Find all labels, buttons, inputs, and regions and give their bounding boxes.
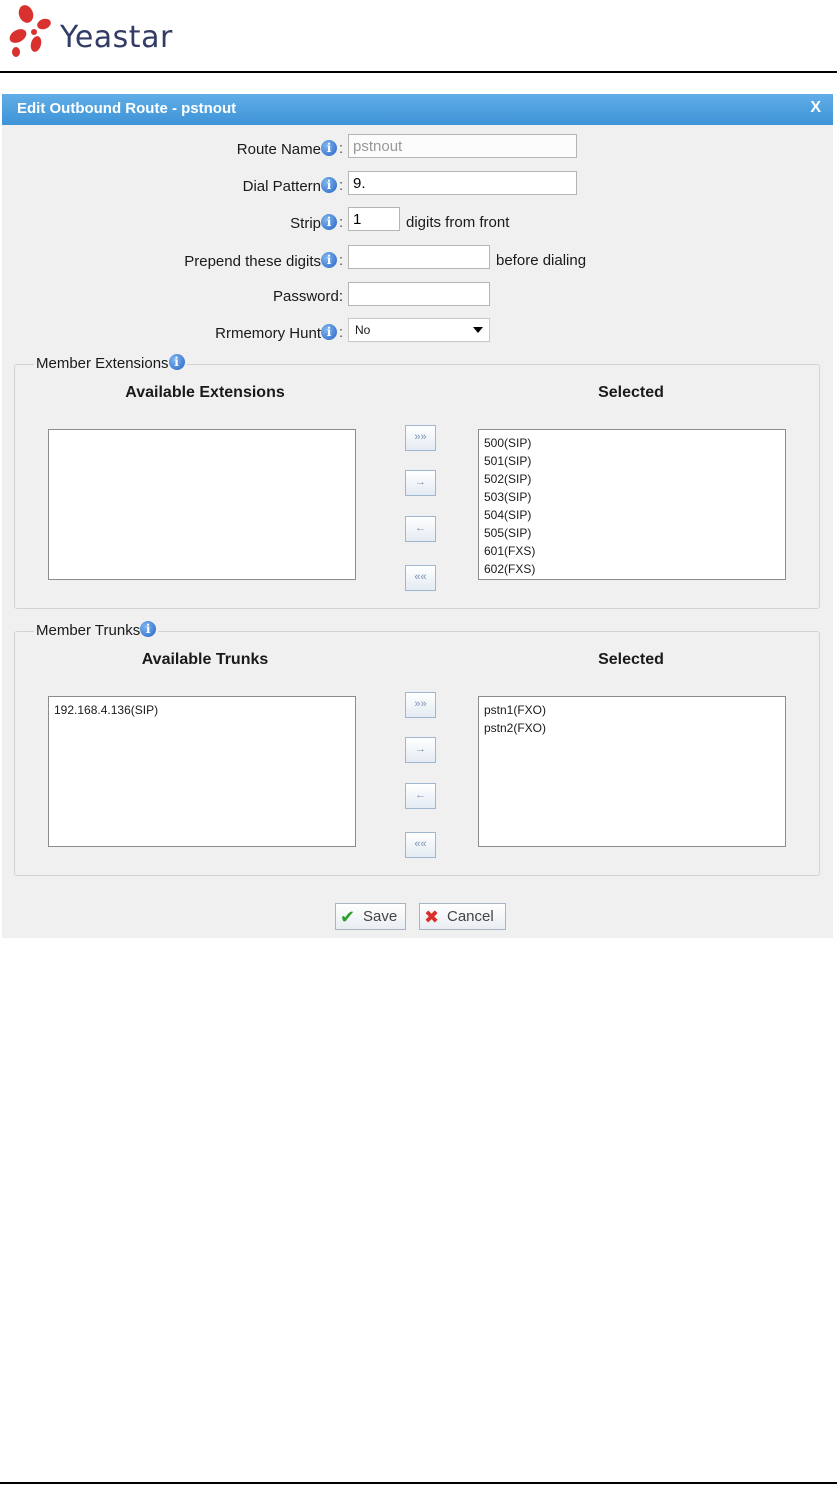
dialog-titlebar bbox=[2, 94, 833, 125]
dial-pattern-input[interactable] bbox=[348, 171, 577, 195]
add-extension-button[interactable]: → bbox=[405, 470, 436, 496]
route-name-label: Route Name i bbox=[237, 140, 337, 158]
remove-all-extensions-button[interactable]: «« bbox=[405, 565, 436, 591]
prepend-label: Prepend these digits i bbox=[184, 252, 337, 270]
edit-outbound-route-dialog bbox=[2, 94, 833, 938]
prepend-input[interactable] bbox=[348, 245, 490, 269]
rrmemory-hunt-label: Rrmemory Hunt i bbox=[215, 324, 337, 342]
list-item[interactable]: 502(SIP) bbox=[484, 472, 532, 486]
colon: : bbox=[339, 214, 344, 231]
dialog-title: Edit Outbound Route - pstnout bbox=[17, 100, 237, 117]
chevron-down-icon bbox=[473, 327, 483, 333]
list-item[interactable]: 505(SIP) bbox=[484, 526, 532, 540]
colon: : bbox=[339, 140, 344, 157]
prepend-suffix: before dialing bbox=[496, 252, 587, 269]
header-divider bbox=[0, 71, 837, 73]
brand-name: Yeastar bbox=[60, 20, 173, 55]
info-icon[interactable]: i bbox=[140, 621, 156, 637]
available-extensions-list[interactable] bbox=[48, 429, 356, 580]
colon: : bbox=[339, 324, 344, 341]
list-item[interactable]: pstn1(FXO) bbox=[484, 703, 547, 717]
selected-extensions-list[interactable] bbox=[478, 429, 786, 580]
cancel-button[interactable] bbox=[419, 903, 506, 930]
list-item[interactable]: 501(SIP) bbox=[484, 454, 532, 468]
password-label: Password: bbox=[272, 288, 343, 305]
selected-extensions-heading: Selected bbox=[598, 384, 664, 401]
info-icon[interactable]: i bbox=[321, 177, 337, 193]
member-extensions-legend: Member Extensions i bbox=[34, 354, 187, 372]
password-input[interactable] bbox=[348, 282, 490, 306]
available-trunks-heading: Available Trunks bbox=[141, 651, 269, 668]
remove-all-trunks-button[interactable]: «« bbox=[405, 832, 436, 858]
list-item[interactable]: 500(SIP) bbox=[484, 436, 532, 450]
strip-label: Strip i bbox=[290, 214, 337, 232]
rrmemory-hunt-select[interactable] bbox=[348, 318, 490, 342]
strip-suffix: digits from front bbox=[406, 214, 510, 231]
colon: : bbox=[339, 177, 344, 194]
close-button[interactable]: X bbox=[810, 99, 821, 116]
list-item[interactable]: pstn2(FXO) bbox=[484, 721, 547, 735]
selected-trunks-list[interactable] bbox=[478, 696, 786, 847]
member-trunks-legend: Member Trunks i bbox=[34, 621, 158, 639]
checkmark-icon: ✔ bbox=[340, 907, 356, 927]
colon: : bbox=[339, 252, 344, 269]
dial-pattern-label: Dial Pattern i bbox=[243, 177, 337, 195]
footer-divider bbox=[0, 1482, 837, 1484]
close-x-icon: ✖ bbox=[424, 907, 440, 927]
list-item[interactable]: 601(FXS) bbox=[484, 544, 536, 558]
save-label: Save bbox=[363, 908, 398, 925]
strip-input[interactable] bbox=[348, 207, 400, 231]
info-icon[interactable]: i bbox=[321, 214, 337, 230]
list-item[interactable]: 602(FXS) bbox=[484, 562, 536, 576]
list-item[interactable]: 192.168.4.136(SIP) bbox=[54, 703, 159, 717]
info-icon[interactable]: i bbox=[321, 252, 337, 268]
list-item[interactable]: 504(SIP) bbox=[484, 508, 532, 522]
route-name-input[interactable] bbox=[348, 134, 577, 158]
add-trunk-button[interactable]: → bbox=[405, 737, 436, 763]
info-icon[interactable]: i bbox=[321, 324, 337, 340]
add-all-trunks-button[interactable]: »» bbox=[405, 692, 436, 718]
info-icon[interactable]: i bbox=[321, 140, 337, 156]
cancel-label: Cancel bbox=[447, 908, 494, 925]
available-extensions-heading: Available Extensions bbox=[125, 384, 285, 401]
remove-extension-button[interactable]: ← bbox=[405, 516, 436, 542]
remove-trunk-button[interactable]: ← bbox=[405, 783, 436, 809]
info-icon[interactable]: i bbox=[169, 354, 185, 370]
list-item[interactable]: 503(SIP) bbox=[484, 490, 532, 504]
yeastar-logo bbox=[4, 0, 174, 64]
available-trunks-list[interactable] bbox=[48, 696, 356, 847]
rrmemory-hunt-value: No bbox=[355, 323, 371, 337]
save-button[interactable] bbox=[335, 903, 406, 930]
yeastar-logo-icon bbox=[4, 0, 60, 60]
selected-trunks-heading: Selected bbox=[598, 651, 664, 668]
add-all-extensions-button[interactable]: »» bbox=[405, 425, 436, 451]
